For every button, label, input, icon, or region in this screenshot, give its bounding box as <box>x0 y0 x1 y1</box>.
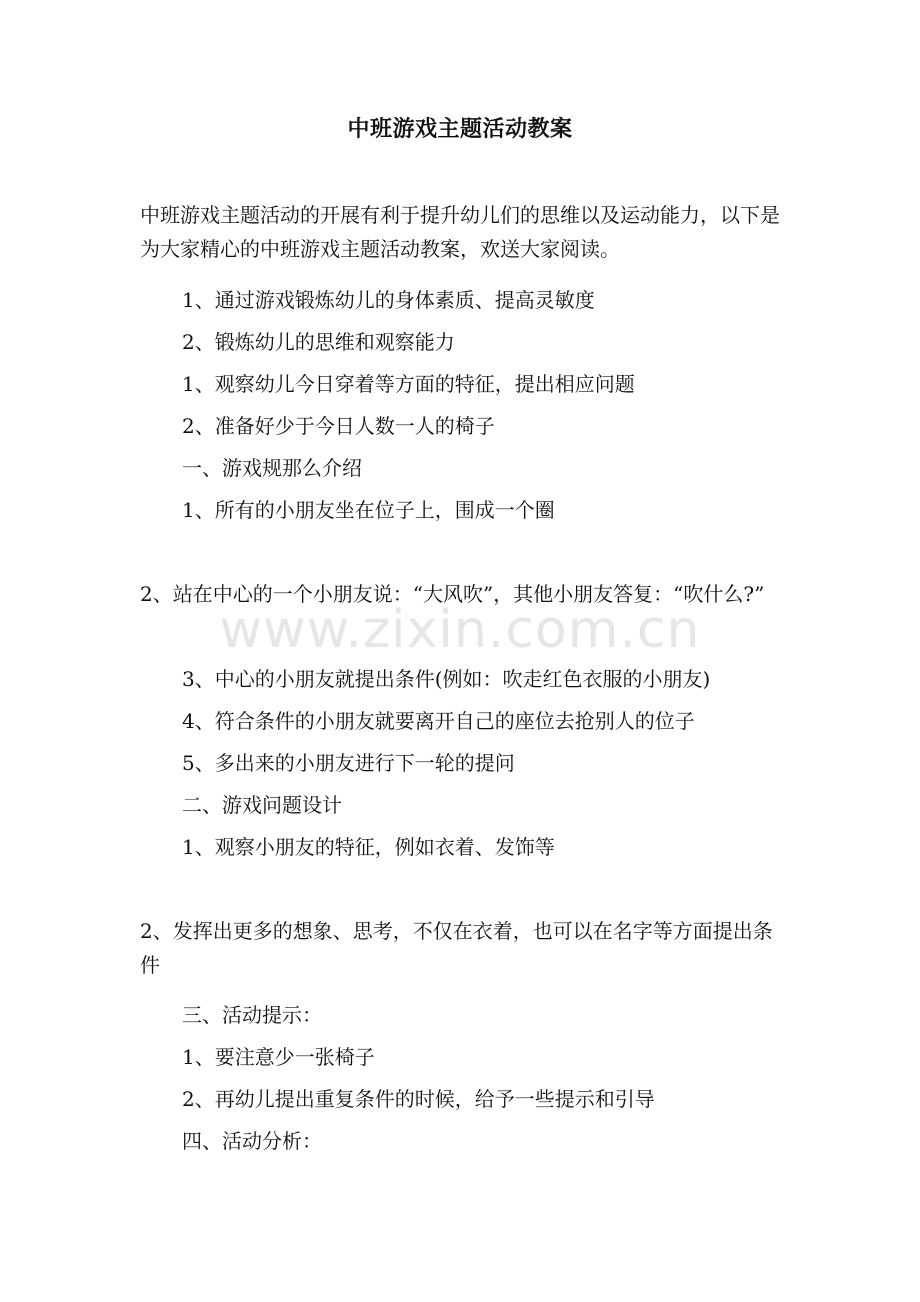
question-item-2: 2、发挥出更多的想象、思考，不仅在衣着，也可以在名字等方面提出条件 <box>140 919 773 977</box>
rule-item-2: 2、站在中心的一个小朋友说：“大风吹”，其他小朋友答复：“吹什么?” <box>140 582 765 606</box>
section-heading-rules: 一、游戏规那么介绍 <box>182 456 362 480</box>
rule-item-4: 4、符合条件的小朋友就要离开自己的座位去抢别人的位子 <box>182 709 695 733</box>
rule-item-1: 1、所有的小朋友坐在位子上，围成一个圈 <box>182 498 555 522</box>
rule-item-3: 3、中心的小朋友就提出条件(例如：吹走红色衣服的小朋友) <box>182 667 711 691</box>
section-heading-questions: 二、游戏问题设计 <box>182 793 342 817</box>
prep-item-2: 2、准备好少于今日人数一人的椅子 <box>182 414 495 438</box>
goal-item-1: 1、通过游戏锻炼幼儿的身体素质、提高灵敏度 <box>182 288 595 312</box>
question-item-1: 1、观察小朋友的特征，例如衣着、发饰等 <box>182 835 555 859</box>
tip-item-1: 1、要注意少一张椅子 <box>182 1045 375 1069</box>
rule-item-5: 5、多出来的小朋友进行下一轮的提问 <box>182 751 515 775</box>
prep-item-1: 1、观察幼儿今日穿着等方面的特征，提出相应问题 <box>182 372 635 396</box>
goal-item-2: 2、锻炼幼儿的思维和观察能力 <box>182 330 455 354</box>
section-heading-analysis: 四、活动分析： <box>182 1129 322 1153</box>
document-title: 中班游戏主题活动教案 <box>347 116 573 142</box>
intro-paragraph: 中班游戏主题活动的开展有利于提升幼儿们的思维以及运动能力，以下是为大家精心的中班游戏主题活动教案，欢送大家阅读。 <box>140 203 780 261</box>
tip-item-2: 2、再幼儿提出重复条件的时候，给予一些提示和引导 <box>182 1087 655 1111</box>
watermark: www.zixin.com.cn <box>219 600 701 660</box>
section-heading-tips: 三、活动提示： <box>182 1003 322 1027</box>
